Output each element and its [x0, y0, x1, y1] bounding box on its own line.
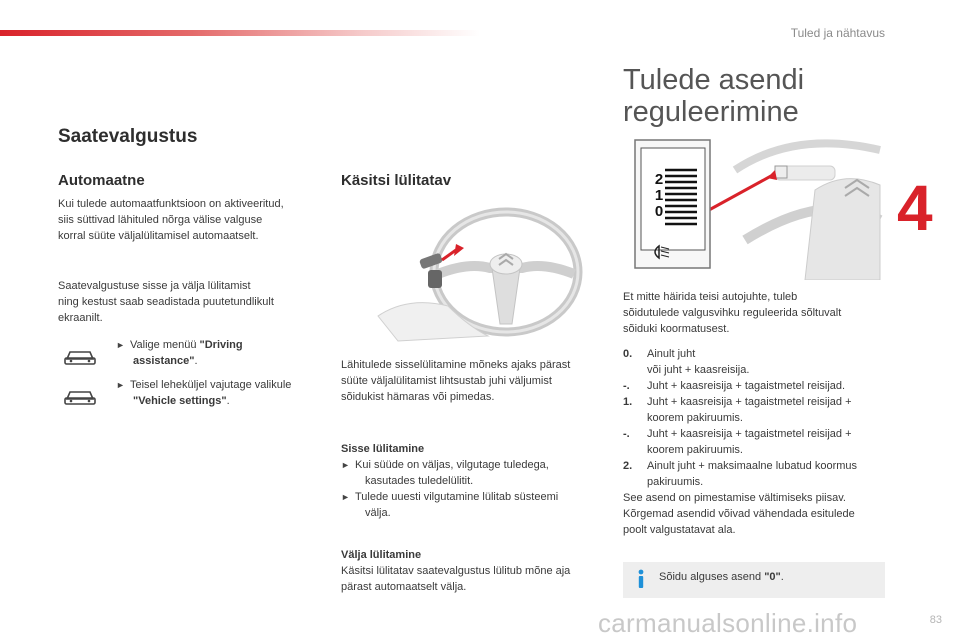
header-color-bar	[0, 30, 480, 36]
car-touchscreen-icon	[63, 385, 97, 407]
load-position-list	[623, 346, 893, 538]
car-touchscreen-icon	[63, 345, 97, 367]
switch-off-section: Välja lülitamine Käsitsi lülitatav saatevalgustus lülitub mõne aja pärast automaatselt välja.	[341, 549, 571, 593]
info-text: Sõidu alguses asend "0".	[659, 571, 784, 583]
manual-title: Käsitsi lülitatav	[341, 172, 452, 189]
list-item: -. Juht + kaasreisija + tagaistmetel reisijad + koorem pakiruumis.	[623, 428, 852, 456]
headlamp-adjust-title: Tulede asendi reguleerimine	[623, 64, 805, 128]
chapter-number: 4	[897, 172, 933, 244]
list-item: 2. Ainult juht + maksimaalne lubatud koormus pakiruumis.	[623, 460, 858, 488]
step-vehicle-settings: ► Teisel leheküljel vajutage valikule "Vehicle settings".	[116, 379, 292, 407]
automatic-title: Automaatne	[58, 172, 145, 189]
list-item: 1. Juht + kaasreisija + tagaistmetel reisijad + koorem pakiruumis.	[623, 396, 852, 424]
page-number: 83	[929, 614, 942, 626]
glare-note: See asend on pimestamise vältimiseks piisav. Kõrgemad asendid võivad vähendada esitulede poolt valgustatavat ala.	[623, 492, 855, 536]
manual-paragraph: Lähitulede sisselülitamine mõneks ajaks pärast süüte väljalülitamist lihtsustab juhi väljumist sõidukist hämaras või pimedas.	[341, 359, 571, 403]
bullet-triangle-icon: ►	[341, 492, 350, 502]
headlamp-intro: Et mitte häirida teisi autojuhte, tuleb sõidutulede valgusvihku reguleerida sõltuvalt sõiduki koormatusest.	[623, 291, 842, 335]
bullet-triangle-icon: ►	[116, 380, 125, 390]
automatic-paragraph: Kui tulede automaatfunktsioon on aktiveeritud, siis süttivad lähituled nõrga välise valguse korral süüte väljalülitamisel automaatselt.	[58, 198, 284, 242]
chapter-title: Tuled ja nähtavus	[790, 26, 885, 40]
step-driving-assistance: ► Valige menüü "Driving assistance".	[116, 339, 243, 367]
steering-wheel-illustration	[368, 196, 598, 346]
bullet-triangle-icon: ►	[116, 340, 125, 350]
switch-on-section: Sisse lülitamine ► Kui süüde on väljas, vilgutage tuledega, kasutades tuledelülitit. ► Tulede uuesti vilgutamine lülitab süsteemi välja.	[341, 443, 559, 519]
info-icon	[634, 568, 648, 590]
bullet-triangle-icon: ►	[341, 460, 350, 470]
list-item: 0. Ainult juht või juht + kaasreisija.	[623, 348, 750, 376]
settings-paragraph: Saatevalgustuse sisse ja välja lülitamist ning kestust saab seadistada puutetundlikult ekraanilt.	[58, 280, 274, 324]
section-title: Saatevalgustus	[58, 126, 198, 147]
watermark: carmanualsonline.info	[598, 608, 858, 638]
list-item: -. Juht + kaasreisija + tagaistmetel reisijad.	[623, 380, 846, 392]
dial-labels: 2 1 0	[654, 171, 664, 220]
